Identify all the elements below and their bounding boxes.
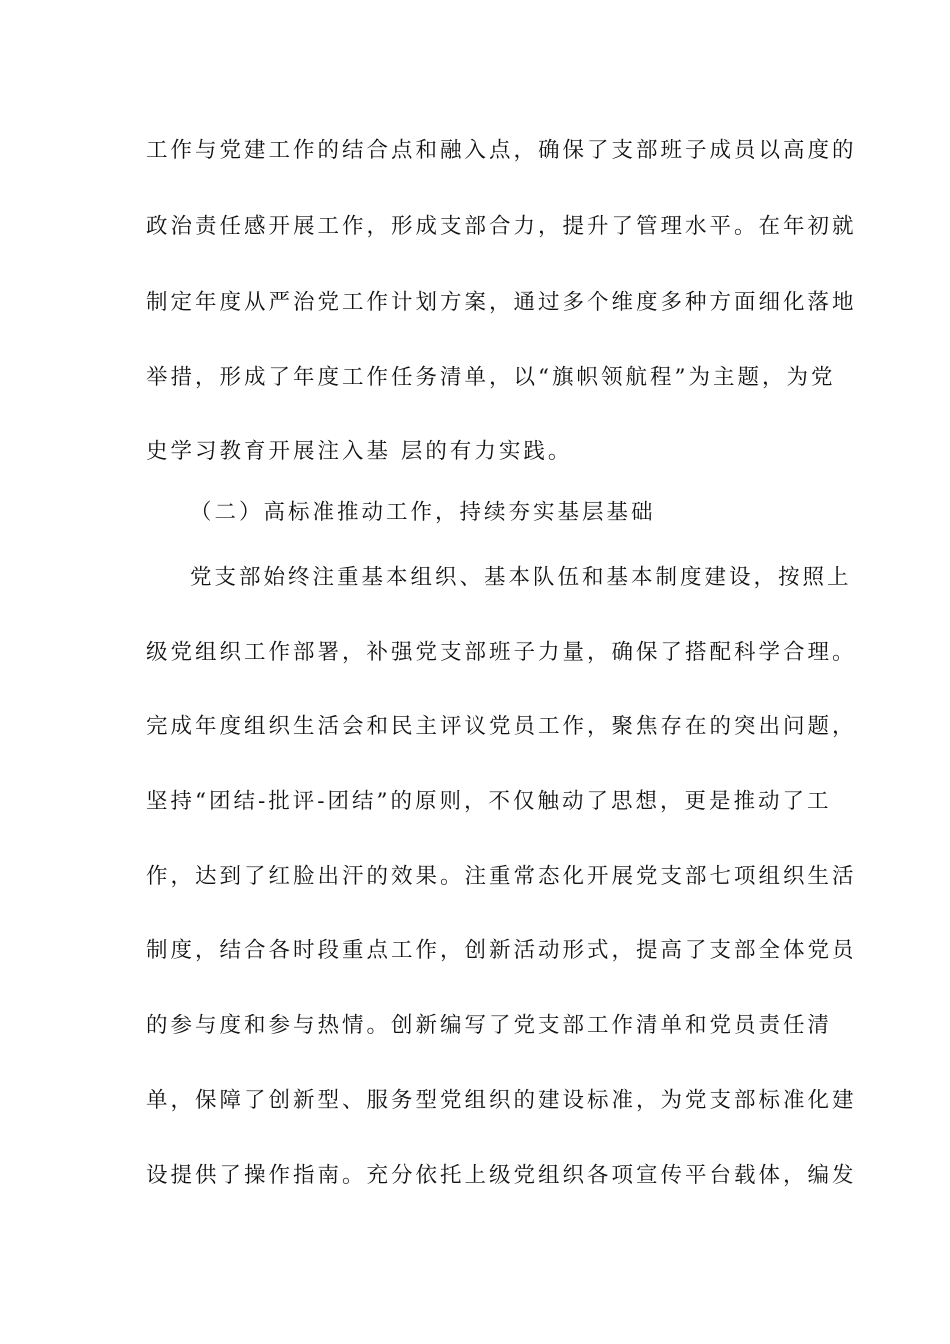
body-text-line: 史学习教育开展注入基 层的有力实践。 bbox=[146, 439, 573, 464]
body-text-line: 党支部始终注重基本组织、基本队伍和基本制度建设，按照上 bbox=[190, 565, 852, 590]
body-text-line: 级党组织工作部署，补强党支部班子力量，确保了搭配科学合理。 bbox=[146, 640, 857, 665]
body-text-line: 政治责任感开展工作，形成支部合力，提升了管理水平。在年初就 bbox=[146, 214, 857, 239]
body-text-line: 工作与党建工作的结合点和融入点，确保了支部班子成员以高度的 bbox=[146, 138, 857, 163]
body-text-line: 坚持“团结-批评-团结”的原则，不仅触动了思想，更是推动了工 bbox=[146, 789, 832, 814]
body-text-line: 设提供了操作指南。充分依托上级党组织各项宣传平台载体，编发 bbox=[146, 1163, 857, 1188]
body-text-line: 制定年度从严治党工作计划方案，通过多个维度多种方面细化落地 bbox=[146, 290, 857, 315]
body-text-line: 完成年度组织生活会和民主评议党员工作，聚焦存在的突出问题， bbox=[146, 714, 857, 739]
body-text-line: 单，保障了创新型、服务型党组织的建设标准，为党支部标准化建 bbox=[146, 1088, 857, 1113]
section-heading: （二）高标准推动工作，持续夯实基层基础 bbox=[190, 500, 656, 525]
body-text-line: 制度，结合各时段重点工作，创新活动形式，提高了支部全体党员 bbox=[146, 938, 857, 963]
body-text-line: 的参与度和参与热情。创新编写了党支部工作清单和党员责任清 bbox=[146, 1013, 833, 1038]
body-text-line: 举措，形成了年度工作任务清单，以“旗帜领航程”为主题，为党 bbox=[146, 365, 836, 390]
body-text-line: 作，达到了红脸出汗的效果。注重常态化开展党支部七项组织生活 bbox=[146, 864, 857, 889]
